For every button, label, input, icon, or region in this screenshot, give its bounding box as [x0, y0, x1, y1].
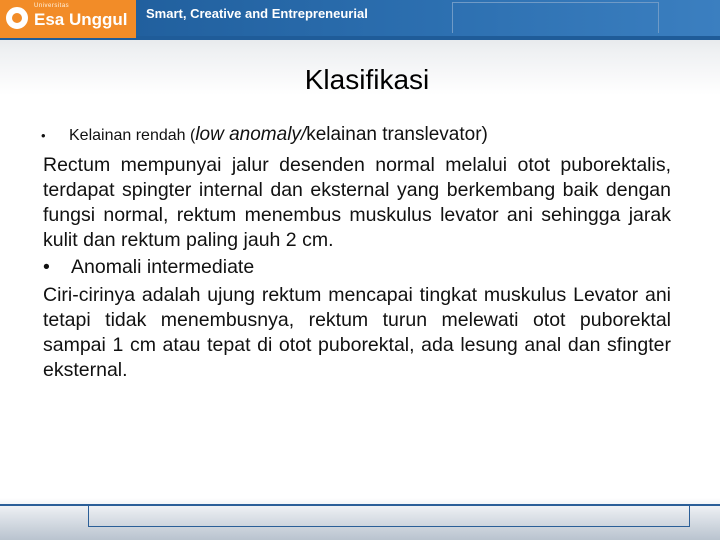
logo-name: Esa Unggul: [34, 10, 128, 29]
bullet-icon: •: [41, 128, 46, 143]
bullet-kelainan-rendah: [41, 124, 671, 146]
paragraph-rectum: Rectum mempunyai jalur desenden normal melalui otot puborektalis, terdapat spingter internal dan eksternal yang berkembang baik dengan fungsi normal, rektum menembus muskulus levator ani sehingga jarak kulit dan rektum paling jauh 2 cm.: [43, 154, 671, 251]
footer-bar: [0, 498, 720, 540]
header-bar: [0, 0, 720, 40]
paragraph-ciri: Ciri-cirinya adalah ujung rektum mencapai tingkat muskulus Levator ani tetapi tidak menembusnya, rektum turun melewati otot puborektal sampai 1 cm atau tepat di otot puborektal, ada lesung anal dan sfingter eksternal.: [43, 284, 671, 381]
bullet1-prefix: Kelainan rendah (: [69, 127, 196, 144]
logo-emblem-icon: [6, 7, 28, 29]
university-logo: [0, 0, 136, 38]
header-tagline: Smart, Creative and Entrepreneurial: [146, 6, 368, 21]
slide-content: [43, 124, 671, 383]
bullet-anomali-intermediate: [43, 255, 671, 280]
bullet1-italic: low anomaly/: [195, 124, 307, 145]
bullet2-text: Anomali intermediate: [71, 256, 255, 278]
bullet-icon: •: [43, 256, 50, 278]
logo-small-text: Universitas: [34, 3, 70, 9]
slide-title: Klasifikasi: [304, 64, 430, 95]
bullet1-suffix: kelainan translevator): [306, 124, 488, 145]
